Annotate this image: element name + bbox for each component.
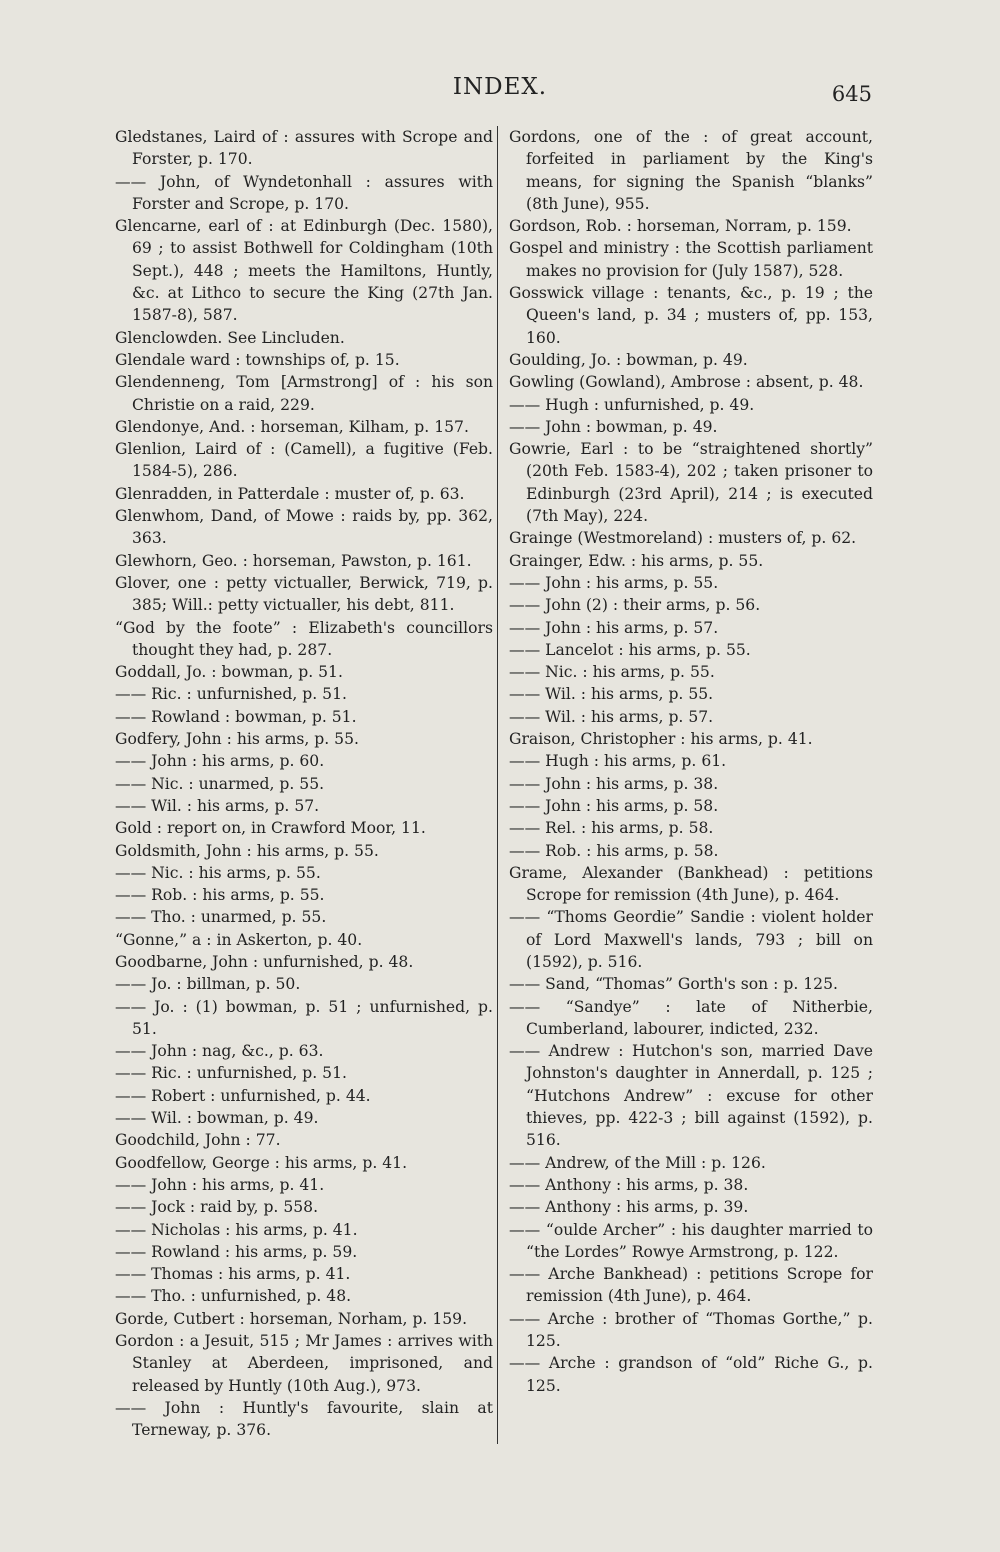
index-entry: —— Tho. : unfurnished, p. 48.	[115, 1287, 352, 1306]
index-entry: Gledstanes, Laird of : assures with Scrope and Forster, p. 170.	[115, 128, 493, 169]
index-entry: Goodchild, John : 77.	[115, 1131, 281, 1150]
index-entry: Grainge (Westmoreland) : musters of, p. 62.	[509, 529, 857, 548]
index-entry: —— Nic. : his arms, p. 55.	[509, 663, 715, 682]
index-entry: Gowrie, Earl : to be “straightened shortly” (20th Feb. 1583-4), 202 ; taken prisoner to Edinburgh (23rd April), 214 ; is executed (7th May), 224.	[509, 440, 873, 526]
index-entry: Goddall, Jo. : bowman, p. 51.	[115, 663, 343, 682]
index-entry: Gospel and ministry : the Scottish parliament makes no provision for (July 1587), 528.	[509, 239, 873, 280]
index-entry: —— Ric. : unfurnished, p. 51.	[115, 1064, 347, 1083]
index-entry: —— Hugh : unfurnished, p. 49.	[509, 395, 755, 414]
index-entry: Gosswick village : tenants, &c., p. 19 ; the Queen's land, p. 34 ; musters of, pp. 153, 160.	[509, 284, 873, 347]
index-entry: Goulding, Jo. : bowman, p. 49.	[509, 350, 748, 369]
index-entry: Gordons, one of the : of great account, forfeited in parliament by the King's means, for signing the Spanish “blanks” (8th June), 955.	[509, 128, 873, 213]
index-entry: —— John : his arms, p. 41.	[115, 1175, 325, 1194]
index-entry: —— John : his arms, p. 60.	[115, 752, 325, 771]
index-entry: Goodfellow, George : his arms, p. 41.	[115, 1153, 408, 1172]
index-entry: Gowling (Gowland), Ambrose : absent, p. 48.	[509, 373, 864, 392]
index-entry: —— Andrew : Hutchon's son, married Dave Johnston's daughter in Annerdall, p. 125 ; “Hutchons Andrew” : excuse for other thieves, pp. 422-3 ; bill against (1592), p. 516.	[509, 1042, 873, 1150]
index-entry: —— “Sandye” : late of Nitherbie, Cumberland, labourer, indicted, 232.	[509, 997, 873, 1038]
index-entry: Gordson, Rob. : horseman, Norram, p. 159.	[509, 217, 852, 236]
index-entry: —— “oulde Archer” : his daughter married to “the Lordes” Rowye Armstrong, p. 122.	[509, 1220, 873, 1261]
index-entry: —— Wil. : his arms, p. 57.	[509, 707, 714, 726]
index-entry: —— Robert : unfurnished, p. 44.	[115, 1086, 371, 1105]
index-entry: —— Wil. : his arms, p. 57.	[115, 796, 320, 815]
index-entry: —— Wil. : bowman, p. 49.	[115, 1109, 319, 1128]
index-entry: —— Andrew, of the Mill : p. 126.	[509, 1153, 766, 1172]
index-entry: Glenclowden. See Lincluden.	[115, 328, 345, 347]
index-entry: —— Rel. : his arms, p. 58.	[509, 819, 714, 838]
index-entry: —— John : his arms, p. 58.	[509, 796, 719, 815]
index-entry: —— Nic. : unarmed, p. 55.	[115, 774, 325, 793]
index-entry: —— John : nag, &c., p. 63.	[115, 1042, 324, 1061]
index-entry: Glendenneng, Tom [Armstrong] of : his son Christie on a raid, 229.	[115, 373, 493, 414]
index-entry: —— Rowland : bowman, p. 51.	[115, 707, 357, 726]
index-entry: —— Wil. : his arms, p. 55.	[509, 685, 714, 704]
index-entry: —— Anthony : his arms, p. 38.	[509, 1175, 749, 1194]
index-entry: —— “Thoms Geordie” Sandie : violent holder of Lord Maxwell's lands, 793 ; bill on (1592), p. 516.	[509, 908, 873, 971]
index-entry: Goldsmith, John : his arms, p. 55.	[115, 841, 379, 860]
index-entry: —— Ric. : unfurnished, p. 51.	[115, 685, 347, 704]
index-entry: —— John : Huntly's favourite, slain at Terneway, p. 376.	[115, 1398, 493, 1440]
index-column-right	[509, 126, 873, 1397]
index-entry: Glendale ward : townships of, p. 15.	[115, 350, 400, 369]
index-entry: Glendonye, And. : horseman, Kilham, p. 157.	[115, 417, 469, 436]
index-entry: —— John, of Wyndetonhall : assures with Forster and Scrope, p. 170.	[115, 172, 493, 213]
column-divider	[497, 126, 498, 1444]
index-entry: Grainger, Edw. : his arms, p. 55.	[509, 551, 764, 570]
index-entry: —— John : his arms, p. 55.	[509, 573, 719, 592]
index-entry: —— John : his arms, p. 38.	[509, 774, 719, 793]
index-entry: Graison, Christopher : his arms, p. 41.	[509, 730, 813, 749]
index-entry: “Gonne,” a : in Askerton, p. 40.	[115, 930, 363, 949]
index-entry: —— John : his arms, p. 57.	[509, 618, 719, 637]
index-entry: —— Rowland : his arms, p. 59.	[115, 1242, 358, 1261]
index-entry: —— Hugh : his arms, p. 61.	[509, 752, 727, 771]
index-entry: —— Lancelot : his arms, p. 55.	[509, 640, 751, 659]
index-entry: —— Tho. : unarmed, p. 55.	[115, 908, 327, 927]
index-entry: —— Rob. : his arms, p. 58.	[509, 841, 719, 860]
index-entry: Gold : report on, in Crawford Moor, 11.	[115, 819, 426, 838]
index-entry: —— Rob. : his arms, p. 55.	[115, 886, 325, 905]
index-entry: —— Jock : raid by, p. 558.	[115, 1198, 319, 1217]
index-entry: —— Nic. : his arms, p. 55.	[115, 863, 321, 882]
index-entry: —— Sand, “Thomas” Gorth's son : p. 125.	[509, 975, 838, 994]
index-entry: “God by the foote” : Elizabeth's councillors thought they had, p. 287.	[115, 618, 493, 659]
running-header: INDEX.	[452, 74, 548, 100]
index-entry: Glenwhom, Dand, of Mowe : raids by, pp. 362, 363.	[115, 507, 493, 548]
index-entry: —— Thomas : his arms, p. 41.	[115, 1265, 351, 1284]
index-entry: Glenradden, in Patterdale : muster of, p. 63.	[115, 484, 465, 503]
index-entry: Gordon : a Jesuit, 515 ; Mr James : arrives with Stanley at Aberdeen, imprisoned, and released by Huntly (10th Aug.), 973.	[115, 1332, 493, 1395]
index-entry: —— Jo. : billman, p. 50.	[115, 975, 301, 994]
index-entry: —— John : bowman, p. 49.	[509, 417, 718, 436]
page-number: 645	[831, 82, 872, 106]
index-entry: —— Nicholas : his arms, p. 41.	[115, 1220, 358, 1239]
index-entry: —— Arche Bankhead) : petitions Scrope for remission (4th June), p. 464.	[509, 1265, 873, 1306]
index-entry: Glenlion, Laird of : (Camell), a fugitive (Feb. 1584-5), 286.	[115, 440, 493, 481]
index-entry: Gorde, Cutbert : horseman, Norham, p. 159.	[115, 1309, 468, 1328]
index-entry: Goodbarne, John : unfurnished, p. 48.	[115, 952, 414, 971]
index-entry: —— Jo. : (1) bowman, p. 51 ; unfurnished, p. 51.	[115, 997, 493, 1038]
index-entry: Glewhorn, Geo. : horseman, Pawston, p. 161.	[115, 551, 472, 570]
index-entry: Glover, one : petty victualler, Berwick, 719, p. 385; Will.: petty victualler, his debt, 811.	[115, 573, 493, 615]
index-entry: —— Anthony : his arms, p. 39.	[509, 1198, 749, 1217]
index-entry: —— Arche : brother of “Thomas Gorthe,” p. 125.	[509, 1309, 873, 1351]
index-entry: Grame, Alexander (Bankhead) : petitions Scrope for remission (4th June), p. 464.	[509, 863, 873, 905]
index-entry: Godfery, John : his arms, p. 55.	[115, 730, 359, 749]
index-entry: —— John (2) : their arms, p. 56.	[509, 596, 761, 615]
index-entry: Glencarne, earl of : at Edinburgh (Dec. 1580), 69 ; to assist Bothwell for Coldingham (10th Sept.), 448 ; meets the Hamiltons, Huntly, &c. at Lithco to secure the King (27th Jan. 1587-8), 587.	[115, 217, 493, 325]
index-column-left	[115, 126, 493, 1442]
index-entry: —— Arche : grandson of “old” Riche G., p. 125.	[509, 1354, 873, 1395]
